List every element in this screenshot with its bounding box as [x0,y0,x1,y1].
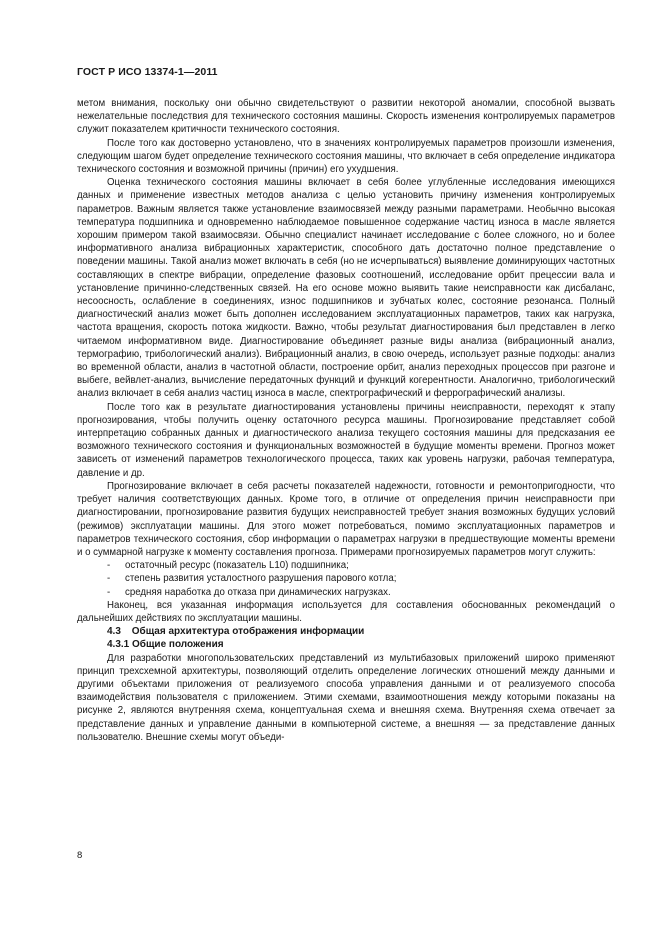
section-title: Общая архитектура отображения информации [131,626,365,638]
subsection-title: Общие положения [132,639,224,651]
section-number: 4.3 [107,626,121,638]
section-heading [77,625,615,638]
subsection-heading [77,638,615,651]
list-item-text: остаточный ресурс (показатель L10) подшипника; [125,560,349,572]
subsection-number: 4.3.1 [107,639,130,651]
page-header: ГОСТ Р ИСО 13374-1—2011 [77,66,218,78]
paragraph: После того как в результате диагностирования установлены причины неисправности, переходят к этапу прогнозирования, чтобы получить оценку остаточного ресурса машины. Прогнозирование представляет собой интерпретацию собранных данных и диагностического анализа текущего состояния машины для предсказания ее возможного технического состояния и функциональных возможностей в будущие моменты времени. Прогноз может зависеть от изменений параметров технологического процесса, таких как уровень нагрузки, рабочая температура, давление и др. [77,401,615,479]
paragraph: После того как достоверно установлено, что в значениях контролируемых параметров произошли изменения, следующим шагом будет определение технического состояния машины, что включает в себя определение индикатора технического состояния и возможной причины (причин) его ухудшения. [77,137,615,176]
list-item-text: средняя наработка до отказа при динамических нагрузках. [125,586,391,598]
list-marker: - [107,586,111,598]
prognosis-parameter-list [77,559,615,599]
list-item [77,559,615,572]
paragraph: Наконец, вся указанная информация используется для составления обоснованных рекомендаций о дальнейших действиях по эксплуатации машины. [77,599,615,624]
paragraph: Для разработки многопользовательских представлений из мультибазовых приложений широко применяют принцип трехсхемной архитектуры, позволяющий отделить определение логических отношений между данными и другими объектами приложения от реализуемого способа управления данными и от реализуемого способа взаимодействия пользователя с приложением. Этими схемами, взаимоотношения между которыми показаны на рисунке 2, являются внутренняя схема, концептуальная схема и внешняя схема. Внутренняя схема отвечает за представление данных и управление данными в компьютерной системе, а внешняя — за представление данных пользователю. Внешние схемы могут объеди- [77,652,615,743]
paragraph: Оценка технического состояния машины включает в себя более углубленные исследования имеющихся данных и применение известных методов анализа с целью установить причину изменения контролируемых параметров. Важным является также установление взаимосвязей между разными параметрами. Необычно высокая температура подшипника и одновременно наблюдаемое повышенное содержание частиц износа в масле является хорошим примером такой взаимосвязи. Обычно специалист начинает исследование с более сложного, но и более информативного анализа вибрационных характеристик, способного дать достаточно полное представление о поведении машины. Такой анализ может включать в себя (но не исчерпываться) выявление доминирующих частотных составляющих в спектре вибрации, определение фазовых соотношений, исследование орбит прецессии вала и установление причинно-следственных связей. На его основе можно выявить такие неисправности как дисбаланс, несоосность, ослабление в соединениях, износ подшипников и зубчатых колес, состояние резонанса. Полный диагностический анализ может быть дополнен исследованием эксплуатационных параметров, таких как нагрузка, частота вращения, скорость потока жидкости. Важно, чтобы результат диагностирования был представлен в легко читаемом информативном виде. Диагностирование объединяет разные виды анализа (вибрационный анализ, термографию, трибологический анализ). Вибрационный анализ, в свою очередь, использует разные подходы: анализ во временной области, анализ в частотной области, построение орбит, анализ переходных процессов при разгоне и выбеге, вейвлет-анализ, вычисление передаточных функций и функций когерентности. Аналогично, трибологический анализ включает в себя анализ частиц износа в масле, спектрографический и феррографический анализы. [77,177,615,400]
page-body [77,97,615,744]
list-marker: - [107,573,111,585]
page-number: 8 [77,850,83,861]
list-item-text: степень развития усталостного разрушения парового котла; [125,573,397,585]
paragraph: Прогнозирование включает в себя расчеты показателей надежности, готовности и ремонтопригодности, что требует наличия соответствующих данных. Кроме того, в отличие от определения причин неисправности при диагностировании, прогнозирование развития будущих неисправностей требует знания возможных будущих условий (режимов) эксплуатации машины. Для этого может потребоваться, помимо эксплуатационных параметров и параметров технического состояния, сбор информации о параметрах нагрузки в предшествующие моменты времени и о суммарной нагрузке к моменту составления прогноза. Примерами прогнозируемых параметров могут служить: [77,480,615,558]
list-item [77,586,615,599]
list-item [77,572,615,585]
paragraph-continuation: метом внимания, поскольку они обычно свидетельствуют о развитии некоторой аномалии, способной вызвать нежелательные последствия для технического состояния машины. Скорость изменения контролируемых параметров служит показателем критичности технического состояния. [77,98,615,136]
list-marker: - [107,560,111,572]
